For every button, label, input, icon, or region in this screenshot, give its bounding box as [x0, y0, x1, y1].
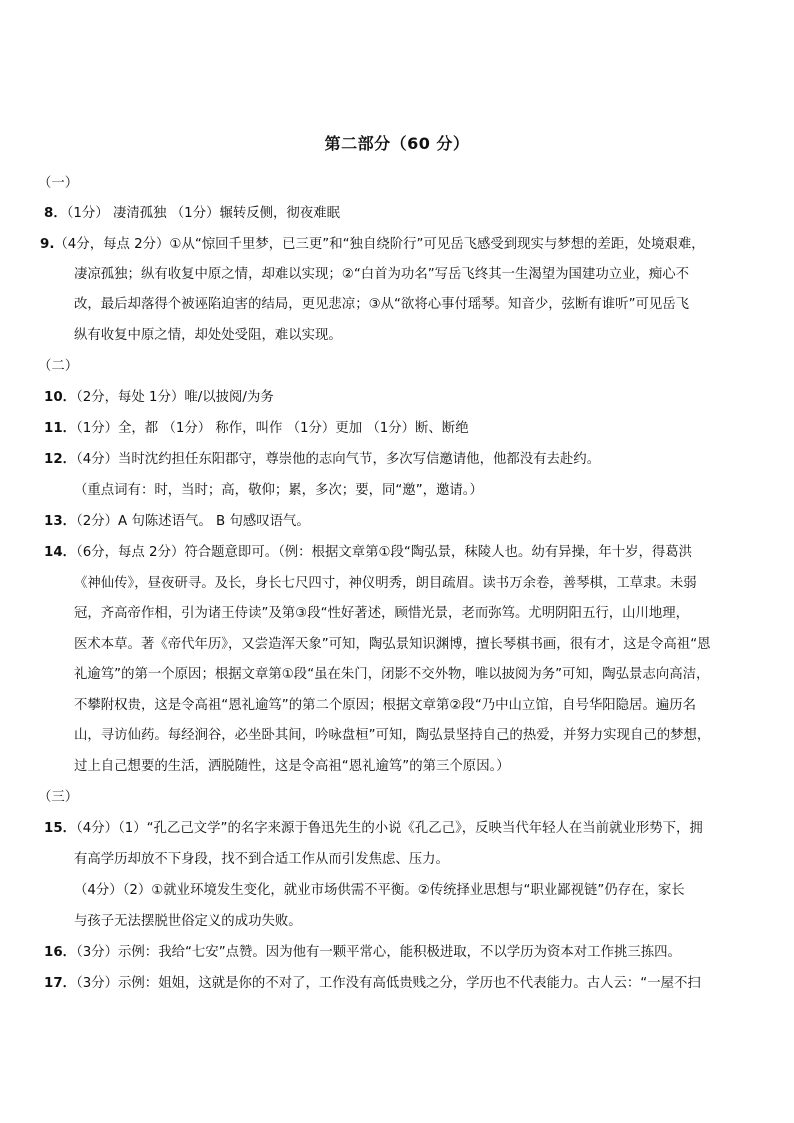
question-17	[44, 975, 701, 993]
question-number: 8．	[44, 206, 67, 221]
answer-line: 与孩子无法摆脱世俗定义的成功失败。	[74, 914, 302, 929]
answer-line: 山，寻访仙药。每经涧谷，必坐卧其间，吟咏盘桓”可知，陶弘景坚持自己的热爱，并努力实现自己的梦想，	[74, 728, 711, 743]
question-number: 16．	[44, 945, 77, 960]
answer-text: （1分） 凄清孤独 （1分）辗转反侧，彻夜难眠	[66, 206, 340, 221]
answer-line: 凄凉孤独；纵有收复中原之情，却难以实现；②“白首为功名”写岳飞终其一生渴望为国建功立业，痴心不	[74, 267, 690, 282]
answer-text: （2分，每处 1分）唯/以披阅/为务	[76, 390, 274, 405]
answer-line: 医术本草。著《帝代年历》，又尝造浑天象”可知，陶弘景知识渊博，擅长琴棋书画，很有才，这是令高祖“恩	[74, 637, 711, 652]
answer-text: （6分，每点 2分）符合题意即可。（例：根据文章第①段“陶弘景，秣陵人也。幼有异操，年十岁，得葛洪	[76, 545, 693, 560]
answer-line: 不攀附权贵，这是令高祖“恩礼逾笃”的第二个原因；根据文章第②段“乃中山立馆，自号华阳隐居。遍历名	[74, 698, 697, 713]
answer-line: 过上自己想要的生活，洒脱随性，这是令高祖“恩礼逾笃”的第三个原因。）	[74, 759, 510, 774]
question-12	[44, 451, 600, 469]
page-title: 第二部分（60 分）	[324, 134, 470, 153]
question-number: 10．	[44, 390, 77, 405]
answer-text: （1分）全，都 （1分） 称作，叫作 （1分）更加 （1分）断、断绝	[76, 421, 469, 436]
section-three-heading: （三）	[38, 790, 79, 805]
question-number: 9.	[40, 237, 55, 252]
answer-line: 《神仙传》，昼夜研寻。及长，身长七尺四寸，神仪明秀，朗目疏眉。读书万余卷，善琴棋，工草隶。未弱	[74, 576, 697, 591]
answer-text: （4分）当时沈约担任东阳郡守，尊崇他的志向气节，多次写信邀请他，他都没有去赴约。	[76, 452, 601, 467]
answer-line: 有高学历却放不下身段，找不到合适工作从而引发焦虑、压力。	[74, 852, 449, 867]
answer-line: 礼逾笃”的第一个原因；根据文章第①段“虽在朱门，闭影不交外物，唯以披阅为务”可知，陶弘景志向高洁，	[74, 667, 710, 682]
answer-text: （3分）示例：姐姐，这就是你的不对了，工作没有高低贵贱之分，学历也不代表能力。古人云：“一屋不扫	[76, 976, 701, 991]
question-15	[44, 820, 703, 838]
answer-line: 冠，齐高帝作相，引为诸王侍读”及第③段“性好著述，顾惜光景，老而弥笃。尤明阴阳五行，山川地理，	[74, 606, 690, 621]
question-13	[44, 513, 310, 531]
answer-text: （4分）（1）“孔乙己文学”的名字来源于鲁迅先生的小说《孔乙己》，反映当代年轻人在当前就业形势下，拥	[76, 821, 703, 836]
section-one-heading: （一）	[38, 176, 79, 191]
question-9	[40, 236, 705, 254]
question-14	[44, 544, 692, 562]
section-two-heading: （二）	[38, 359, 79, 374]
question-number: 15．	[44, 821, 77, 836]
question-number: 13．	[44, 514, 77, 529]
answer-text: （2分）A 句陈述语气。 B 句感叹语气。	[76, 514, 310, 529]
answer-note: （重点词有：时，当时；高，敬仰；累，多次；要，同“邀”，邀请。）	[74, 483, 483, 498]
question-10	[44, 389, 274, 407]
question-number: 14．	[44, 545, 77, 560]
answer-text: （3分）示例：我给“七安”点赞。因为他有一颗平常心，能积极进取，不以学历为资本对工作挑三拣四。	[76, 945, 681, 960]
question-number: 11．	[44, 421, 77, 436]
question-number: 17．	[44, 976, 77, 991]
answer-text: （4分，每点 2分）①从“惊回千里梦，已三更”和“独自绕阶行”可见岳飞感受到现实与梦想的差距，处境艰难，	[54, 237, 705, 252]
question-8	[44, 205, 340, 223]
answer-line: 纵有收复中原之情，却处处受阻，难以实现。	[74, 328, 342, 343]
answer-line: 改，最后却落得个被诬陷迫害的结局，更见悲凉；③从“欲将心事付瑶琴。知音少，弦断有谁听”可见岳飞	[74, 297, 690, 312]
question-number: 12．	[44, 452, 77, 467]
question-16	[44, 944, 681, 962]
answer-line: （4分）（2）①就业环境发生变化，就业市场供需不平衡。②传统择业思想与“职业鄙视链”仍存在，家长	[74, 883, 685, 898]
question-11	[44, 420, 469, 438]
